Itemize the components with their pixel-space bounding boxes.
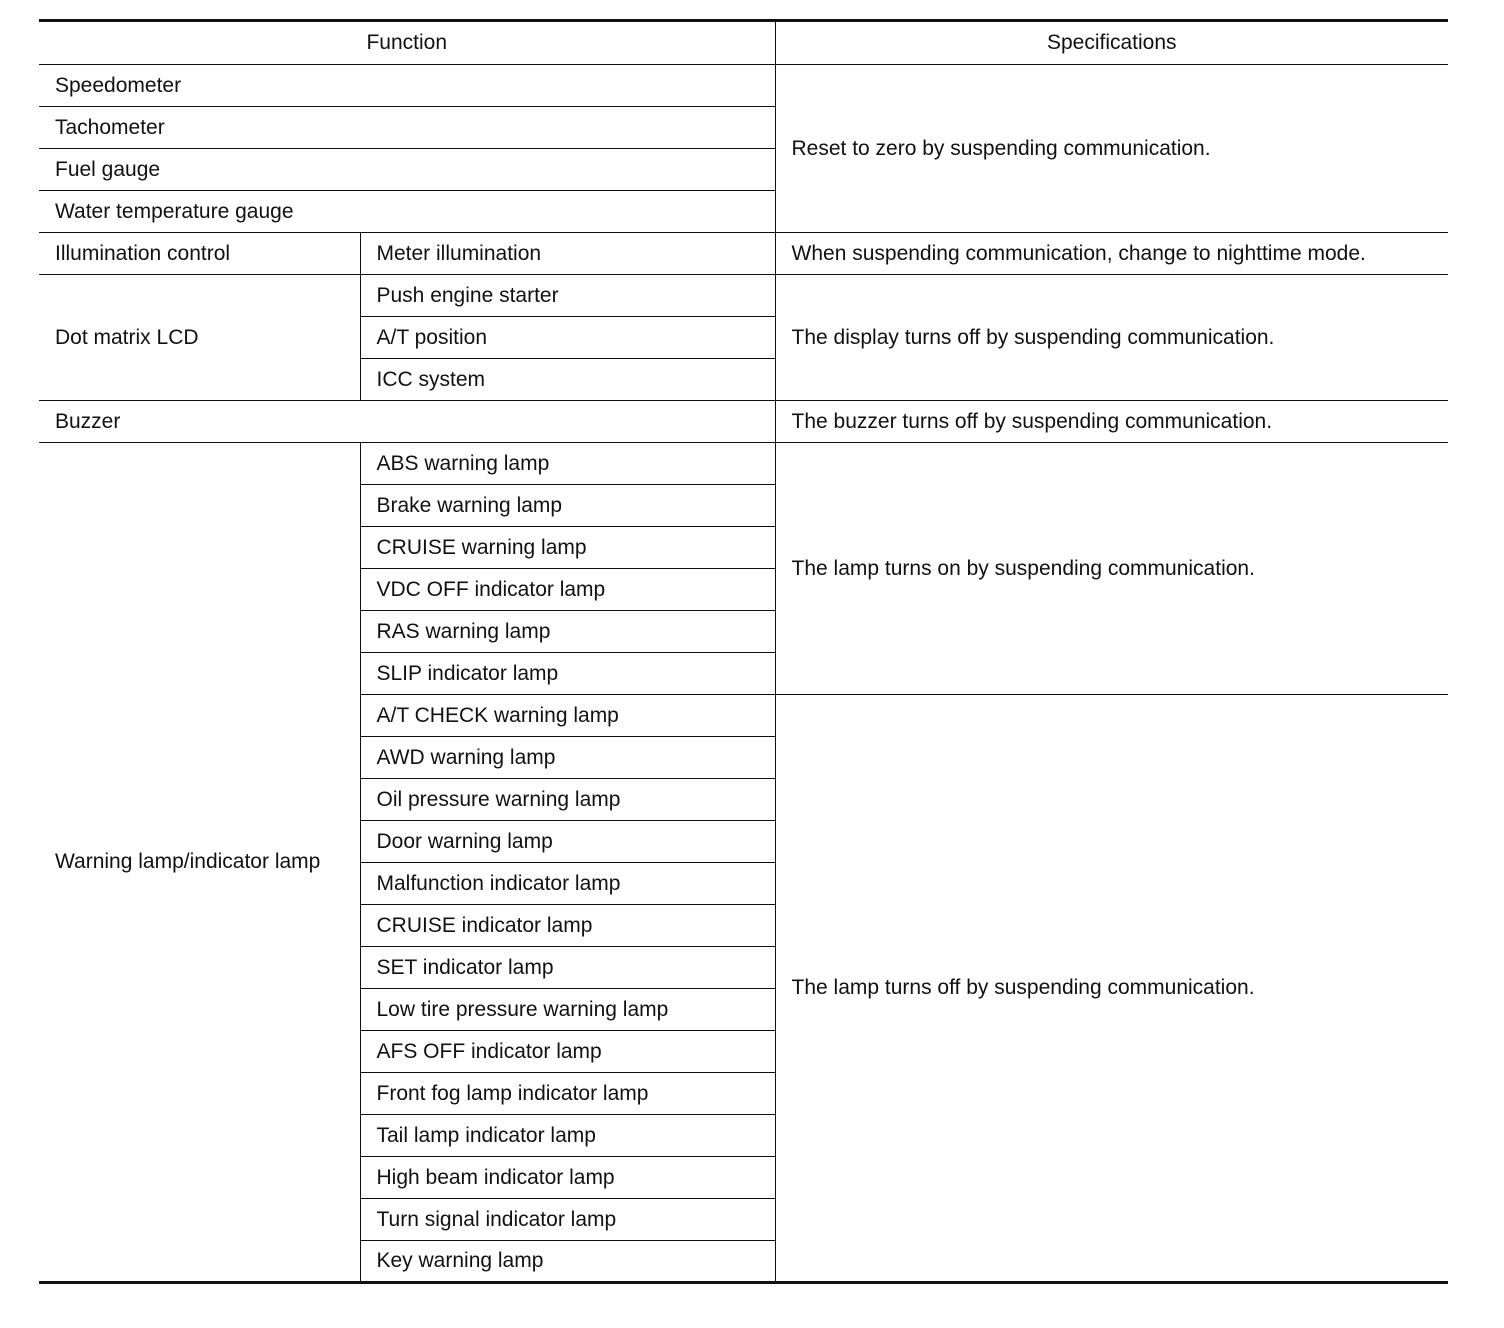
gauges-spec: Reset to zero by suspending communication. — [775, 65, 1448, 233]
lcd-item: ICC system — [360, 359, 775, 401]
buzzer-name: Buzzer — [39, 401, 775, 443]
lamp-on-spec: The lamp turns on by suspending communication. — [775, 443, 1448, 695]
header-row — [39, 21, 1448, 65]
gauge-item: Speedometer — [39, 65, 775, 107]
lamp-item: AWD warning lamp — [360, 737, 775, 779]
lamp-item: Door warning lamp — [360, 821, 775, 863]
warning-group: Warning lamp/indicator lamp — [39, 443, 360, 1283]
lamp-item: Malfunction indicator lamp — [360, 863, 775, 905]
lamp-item: Key warning lamp — [360, 1241, 775, 1283]
table-row — [39, 65, 1448, 107]
lamp-off-spec: The lamp turns off by suspending communication. — [775, 695, 1448, 1283]
lamp-item: VDC OFF indicator lamp — [360, 569, 775, 611]
lamp-item: Turn signal indicator lamp — [360, 1199, 775, 1241]
buzzer-spec: The buzzer turns off by suspending communication. — [775, 401, 1448, 443]
lcd-group: Dot matrix LCD — [39, 275, 360, 401]
lamp-item: CRUISE warning lamp — [360, 527, 775, 569]
lamp-item: Oil pressure warning lamp — [360, 779, 775, 821]
gauge-item: Tachometer — [39, 107, 775, 149]
table-row — [39, 275, 1448, 317]
lamp-item: Tail lamp indicator lamp — [360, 1115, 775, 1157]
lamp-item: SET indicator lamp — [360, 947, 775, 989]
lamp-item: Brake warning lamp — [360, 485, 775, 527]
lamp-item: ABS warning lamp — [360, 443, 775, 485]
lcd-spec: The display turns off by suspending communication. — [775, 275, 1448, 401]
header-function: Function — [39, 21, 775, 65]
lamp-item: High beam indicator lamp — [360, 1157, 775, 1199]
lamp-item: Front fog lamp indicator lamp — [360, 1073, 775, 1115]
function-spec-table — [39, 19, 1448, 1284]
table-row — [39, 233, 1448, 275]
lamp-item: AFS OFF indicator lamp — [360, 1031, 775, 1073]
gauge-item: Water temperature gauge — [39, 191, 775, 233]
lamp-item: RAS warning lamp — [360, 611, 775, 653]
gauge-item: Fuel gauge — [39, 149, 775, 191]
table-row — [39, 443, 1448, 485]
lcd-item: Push engine starter — [360, 275, 775, 317]
lamp-item: Low tire pressure warning lamp — [360, 989, 775, 1031]
illumination-item: Meter illumination — [360, 233, 775, 275]
illumination-group: Illumination control — [39, 233, 360, 275]
lamp-item: A/T CHECK warning lamp — [360, 695, 775, 737]
header-specifications: Specifications — [775, 21, 1448, 65]
lamp-item: SLIP indicator lamp — [360, 653, 775, 695]
illumination-spec: When suspending communication, change to nighttime mode. — [775, 233, 1448, 275]
lamp-item: CRUISE indicator lamp — [360, 905, 775, 947]
table-row — [39, 401, 1448, 443]
lcd-item: A/T position — [360, 317, 775, 359]
